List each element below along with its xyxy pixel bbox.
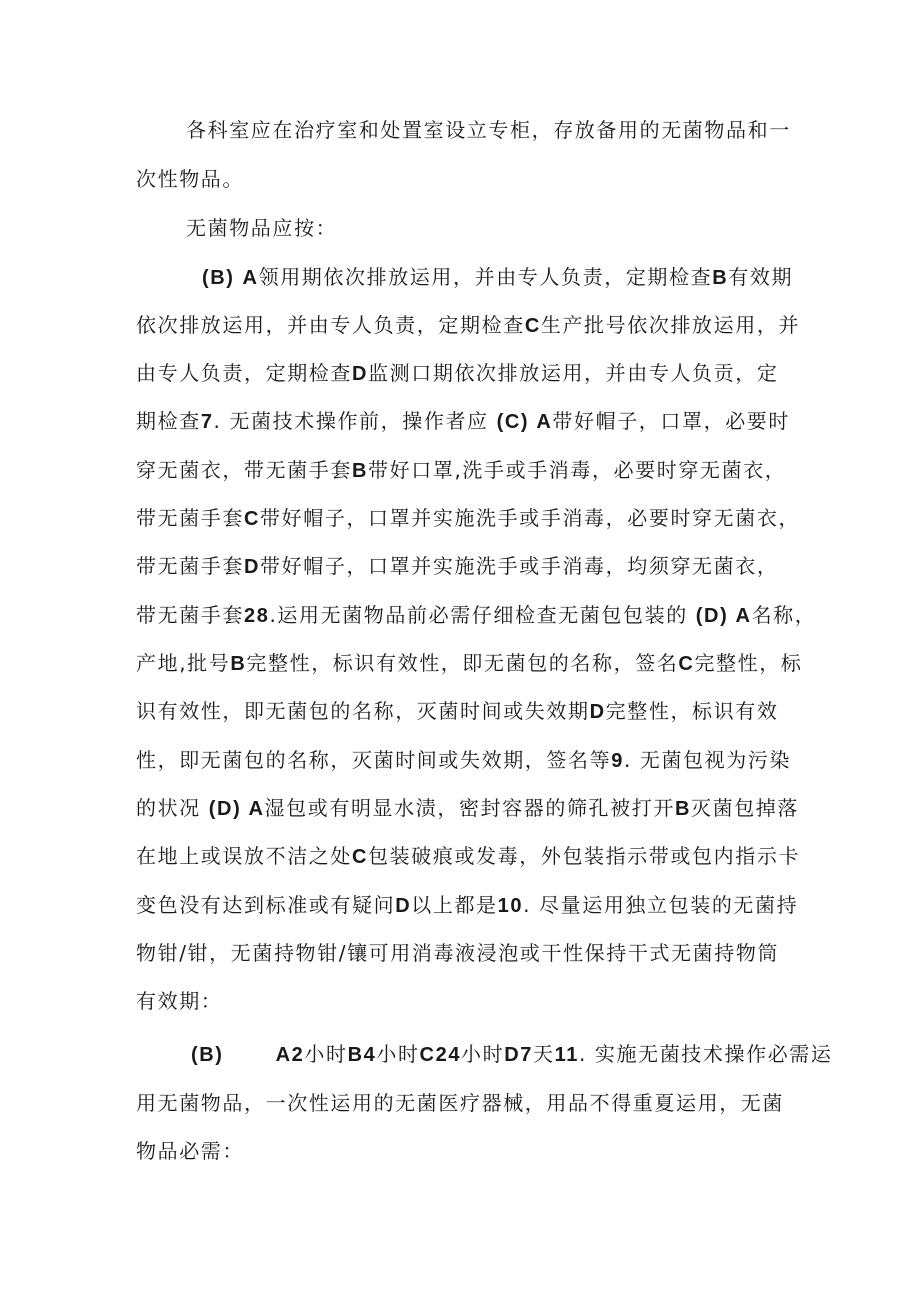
text-run: 带好帽子，口罩并实施洗手或手消毒，均须穿无菌衣， [260,554,779,578]
text-run: 穿无菌衣，带无菌手套 [136,458,352,482]
question-line-16 [136,842,800,871]
question-line-13 [136,697,778,726]
text-run: 小时 [376,1042,420,1066]
text-run: . 无菌技术操作前，操作者应 [213,409,497,433]
text-run: 包装破痕或发毒，外包装指示带或包内指示卡 [368,844,801,868]
question-number: 7 [200,411,214,433]
paragraph-line-2 [136,165,244,193]
question-line-15 [136,794,799,823]
answer-key: (B) [191,1044,224,1066]
text-run: 识有效性，即无菌包的名称，灭菌时间或失效期 [136,699,590,723]
text-run: 天 [533,1042,555,1066]
question-line-6 [136,359,778,388]
text-run: 期检查 [136,409,201,433]
question-line-5 [136,311,800,340]
text-run: . 尽量运用独立包装的无菌持 [523,893,799,917]
answer-key: (C) [496,411,530,433]
text-run: 湿包或有明显水渍，密封容器的筛孔被打开 [264,796,675,820]
text-run: 名称， [751,603,817,627]
text-run: 物钳/钳，无菌持物钳/镶可用消毒液浸泡或干性保持干式无菌持物筒 [136,941,780,965]
text-run: 监测口期依次排放运用，并由专人负贡，定 [368,361,779,385]
option-label: D [244,556,261,578]
text-run: 带好帽子，口罩并实施洗手或手消毒，必要时穿无菌衣， [260,506,801,530]
option-label: C [244,508,261,530]
text-run: 完整性，标 [694,651,803,675]
text-run: 性，即无菌包的名称，灭菌时间或失效期，签名等 [136,748,612,772]
question-line-18 [136,939,779,967]
text-run: 用无菌物品，一次性运用的无菌医疗器械，用品不得重夏运用，无菌 [136,1091,784,1115]
text-run: . 实施无菌技术操作必需运 [578,1042,833,1066]
text-run: 灭菌包掉落 [691,796,799,820]
option-label: A2 [275,1044,305,1066]
question-line-17 [136,891,798,920]
text-run: 无菌物品应按： [186,216,338,240]
question-line-21 [136,1089,784,1117]
text-run: 的状况 [136,796,209,820]
answer-key: (D) [695,605,729,627]
text-run: 有效期： [136,989,223,1013]
text-run: 小时 [304,1042,348,1066]
option-label: B [712,267,729,289]
option-label: A [529,411,553,433]
option-label: B [674,798,691,820]
text-run: 带无菌手套 [136,554,244,578]
text-run: 带无菌手套 [136,603,244,627]
option-label: D [352,363,369,385]
text-run: 物品必需： [136,1139,244,1163]
text-run: 由专人负责，定期检查 [136,361,352,385]
text-run: 带好帽子，口罩，必要时 [552,409,791,433]
text-run: 次性物品。 [136,167,244,191]
text-run: 产地,批号 [136,651,231,675]
text-run: 带无菌手套 [136,506,244,530]
question-line-9 [136,504,800,533]
option-label: D [395,895,412,917]
text-run: 生产批号依次排放运用，并 [540,313,801,337]
paragraph-line-3 [186,214,337,242]
text-run: 小时 [461,1042,505,1066]
text-run: . 无菌包视为污染 [623,748,792,772]
question-line-7 [136,407,790,436]
option-label: A [728,605,752,627]
text-run: 以上都是 [411,893,498,917]
option-label: D [589,701,606,723]
option-label: B [230,653,247,675]
question-line-19 [136,987,222,1015]
question-line-11 [136,601,816,630]
text-run: 变色没有达到标准或有疑问 [136,893,396,917]
option-label: C [524,315,541,337]
question-number: 28 [244,605,270,627]
text-run: 完整性，标识有效 [605,699,779,723]
text-run: 领用期依次排放运用，并由专人负责，定期检查 [258,265,713,289]
question-line-20 [191,1040,833,1069]
text-run: 在地上或误放不洁之处 [136,844,352,868]
text-run: 有效期 [728,265,794,289]
question-number: 10 [497,895,524,917]
question-number: 11 [554,1044,579,1066]
option-label: C [352,846,369,868]
answer-key: (D) [208,798,242,820]
question-line-14 [136,746,791,775]
text-run: .运用无菌物品前必需仔细检查无菌包包装的 [269,603,696,627]
option-label: A [242,267,259,289]
question-line-12 [136,649,802,678]
question-line-4 [202,263,793,292]
option-label: C24 [419,1044,462,1066]
option-label: C [678,653,695,675]
option-label: B4 [347,1044,377,1066]
text-run: 完整性，标识有效性，即无菌包的名称，签名 [246,651,679,675]
question-number: 9 [611,750,624,772]
answer-key: (B) [202,267,235,289]
question-line-8 [136,456,786,485]
question-line-10 [136,552,778,581]
option-label: B [352,460,369,482]
question-line-22 [136,1137,244,1165]
text-run: 各科室应在治疗室和处置室设立专柜，存放备用的无菌物品和一 [186,118,791,142]
text-run: 带好口罩,洗手或手消毒，必要时穿无菌衣， [368,458,787,482]
text-run: 依次排放运用，并由专人负责，定期检查 [136,313,525,337]
option-label: A [241,798,265,820]
paragraph-line-1 [186,116,791,144]
option-label: D7 [504,1044,534,1066]
